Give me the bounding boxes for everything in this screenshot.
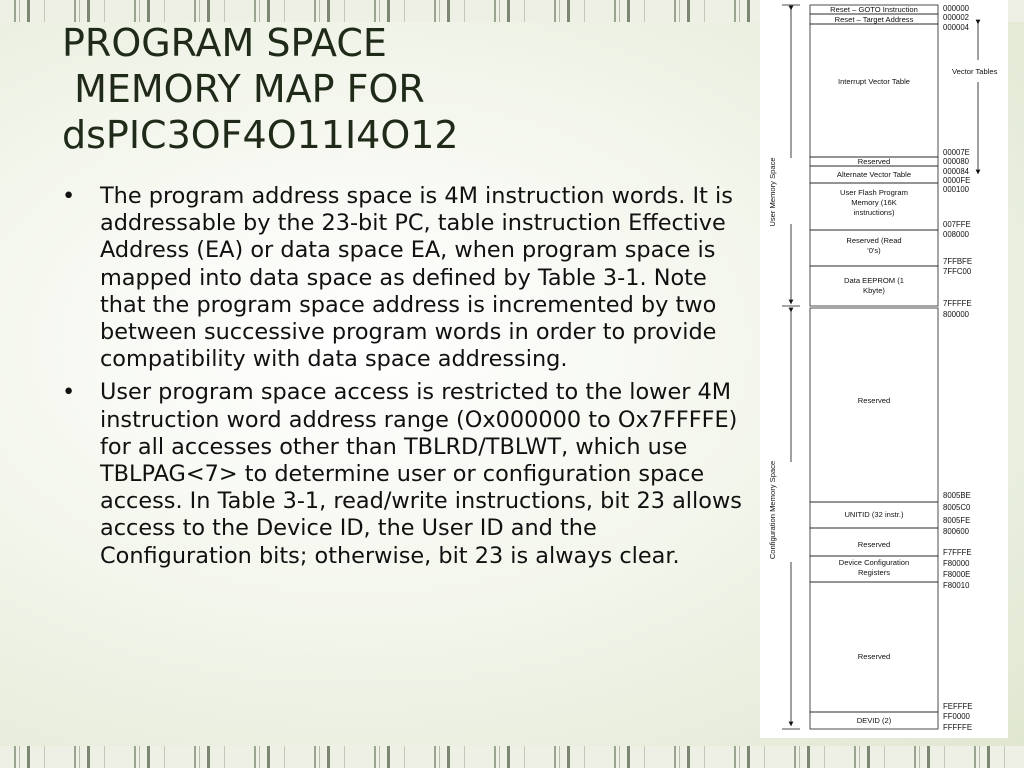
address-label: 7FFC00	[943, 267, 972, 276]
block-label: UNITID (32 instr.)	[844, 510, 904, 519]
block-label: DEVID (2)	[856, 716, 892, 725]
block-label: Reset – Target Address	[834, 15, 914, 24]
block-label: Reserved	[857, 157, 891, 166]
address-label: 000004	[943, 23, 970, 32]
block-reserved-3	[810, 582, 938, 712]
block-reserved-config	[810, 308, 938, 502]
block-label: Reset – GOTO Instruction	[830, 5, 918, 14]
address-label: 000084	[943, 167, 970, 176]
block-label: Alternate Vector Table	[836, 170, 912, 179]
address-label: 0000FE	[943, 176, 971, 185]
address-label: 000100	[943, 185, 970, 194]
address-label: 7FFFFE	[943, 299, 972, 308]
block-label: Device Configuration Registers	[838, 558, 910, 577]
address-label: FFFFFE	[943, 723, 973, 732]
address-label: 8005BE	[943, 491, 971, 500]
block-label: User Flash Program Memory (16K instructions)	[840, 188, 908, 217]
block-label: Reserved	[857, 396, 891, 405]
title-line: PROGRAM SPACE	[62, 21, 387, 65]
vector-tables-label: Vector Tables	[952, 67, 998, 76]
address-label: 800600	[943, 527, 970, 536]
user-memory-space-label: User Memory Space	[768, 157, 777, 227]
address-label: 8005C0	[943, 503, 971, 512]
block-label-box	[810, 276, 938, 304]
address-label: FEFFFE	[943, 702, 973, 711]
block-label: Reserved	[857, 652, 891, 661]
title-line: MEMORY MAP FOR	[62, 67, 425, 111]
address-label: 008000	[943, 230, 970, 239]
address-label: 007FFE	[943, 220, 971, 229]
address-label: 7FFBFE	[943, 257, 973, 266]
address-label: 000002	[943, 13, 970, 22]
bottom-decorative-stripe	[0, 746, 1024, 768]
block-label: Reserved	[857, 540, 891, 549]
address-label: FF0000	[943, 712, 970, 721]
address-label: F80000	[943, 559, 970, 568]
bullet-item: • The program address space is 4M instruction words. It is addressable by the 23-bit PC, table instruction Effective Address (EA) or data space EA, when program space is mapped into data space as defined by Table 3-1. Note that the program space address is incremented by two between successive program words in order to provide compatibility with data space addressing.	[62, 183, 752, 373]
block-label-box	[810, 236, 938, 264]
address-label: 000000	[943, 4, 970, 13]
address-label: F80010	[943, 581, 970, 590]
block-label: Data EEPROM (1 Kbyte)	[844, 276, 904, 295]
address-label: 800000	[943, 310, 970, 319]
block-interrupt-vector-table	[810, 24, 938, 157]
bullet-item: • User program space access is restricted to the lower 4M instruction word address range (Ox000000 to Ox7FFFFE) for all accesses other than TBLRD/TBLWT, which use TBLPAG<7> to determine user or configuration space access. In Table 3-1, read/write instructions, bit 23 allows access to the Device ID, the User ID and the Configuration bits; otherwise, bit 23 is always clear.	[62, 379, 752, 569]
title-line: dsPIC3OF4O11I4O12	[62, 113, 459, 157]
memory-map-diagram	[760, 0, 1008, 738]
slide-title	[62, 20, 742, 158]
address-label: F7FFFE	[943, 548, 972, 557]
address-label: 00007E	[943, 148, 970, 157]
address-label: F8000E	[943, 570, 971, 579]
address-label: 000080	[943, 157, 970, 166]
block-label-box	[810, 188, 938, 228]
block-label: Reserved (Read '0's)	[846, 236, 902, 255]
address-label: 8005FE	[943, 516, 971, 525]
block-label: Interrupt Vector Table	[837, 77, 911, 86]
block-label-box	[810, 558, 938, 582]
bullet-list	[62, 183, 752, 576]
config-memory-space-label: Configuration Memory Space	[768, 460, 777, 560]
